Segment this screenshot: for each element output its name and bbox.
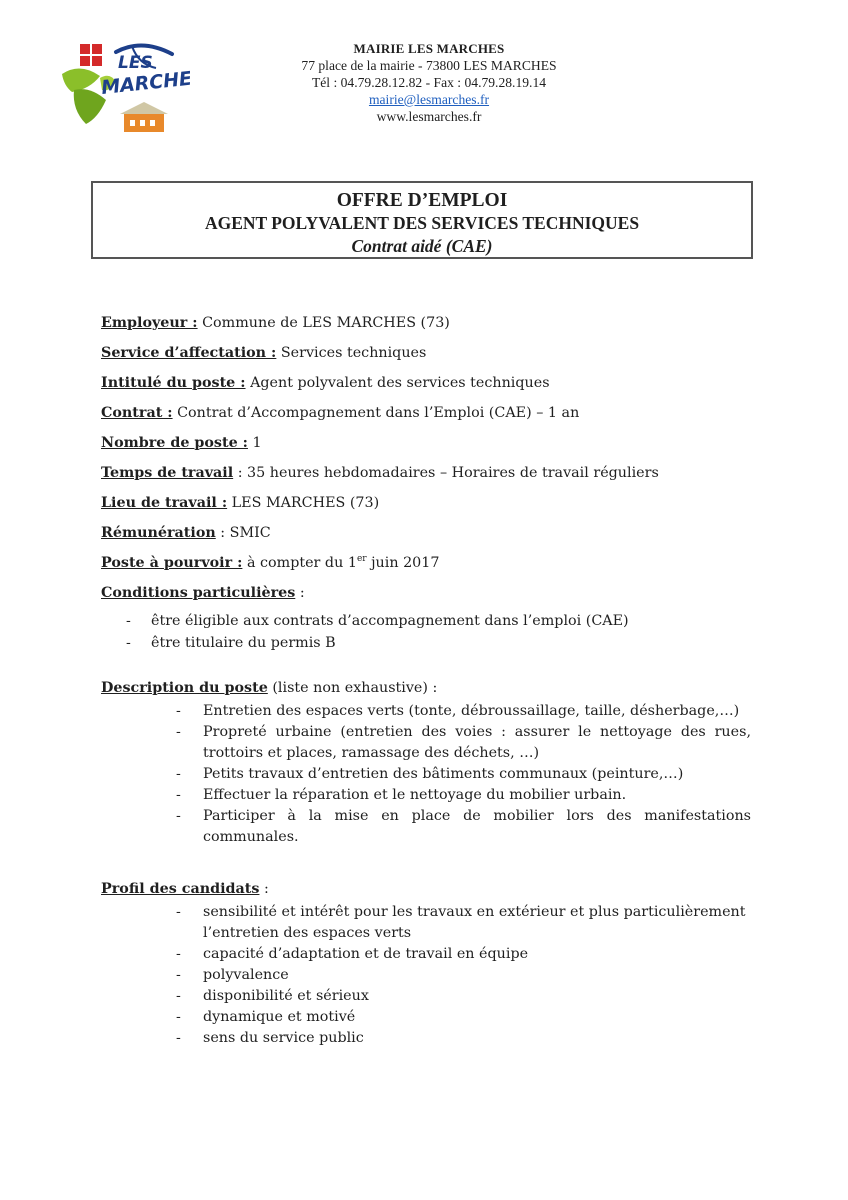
org-email-link[interactable]: mairie@lesmarches.fr	[368, 92, 490, 107]
list-item: - Effectuer la réparation et le nettoyage du mobilier urbain.	[101, 785, 751, 806]
field-value: à compter du 1	[242, 555, 357, 571]
section-label: Description du poste	[101, 680, 268, 696]
list-item: - polyvalence	[101, 965, 751, 986]
description-list	[101, 701, 751, 848]
field-label: Poste à pourvoir :	[101, 555, 243, 571]
field-nombre	[101, 432, 751, 462]
job-details	[101, 312, 751, 1049]
les-marches-logo	[60, 34, 190, 138]
job-title-box	[91, 181, 753, 259]
list-item: - capacité d’adaptation et de travail en équipe	[101, 944, 751, 965]
list-item: - être titulaire du permis B	[101, 632, 751, 654]
logo-text-les: LES	[118, 53, 153, 73]
org-website: www.lesmarches.fr	[376, 109, 482, 124]
field-value-end: juin 2017	[366, 555, 440, 571]
field-label: Employeur :	[101, 315, 198, 331]
field-label: Service d’affectation :	[101, 345, 277, 361]
conditions-list	[101, 610, 751, 654]
field-label: Intitulé du poste :	[101, 375, 246, 391]
list-item: - dynamique et motivé	[101, 1007, 751, 1028]
section-suffix: (liste non exhaustive) :	[267, 680, 438, 696]
section-suffix: :	[295, 585, 305, 601]
conditions-heading	[101, 582, 751, 610]
field-intitule	[101, 372, 751, 402]
list-item: - sensibilité et intérêt pour les travaux en extérieur et plus particulièrement l’entretien des espaces verts	[101, 902, 751, 944]
list-item: - sens du service public	[101, 1028, 751, 1049]
field-service	[101, 342, 751, 372]
field-temps	[101, 462, 751, 492]
list-item: - Participer à la mise en place de mobilier lors des manifestations communales.	[101, 806, 751, 848]
org-address: 77 place de la mairie - 73800 LES MARCHES	[301, 58, 557, 73]
profil-list	[101, 902, 751, 1049]
field-value: Commune de LES MARCHES (73)	[197, 315, 450, 331]
field-label: Temps de travail	[101, 465, 234, 481]
job-title: AGENT POLYVALENT DES SERVICES TECHNIQUES	[204, 213, 640, 233]
field-contrat	[101, 402, 751, 432]
list-item: - Entretien des espaces verts (tonte, débroussaillage, taille, désherbage,…)	[101, 701, 751, 722]
field-remuneration	[101, 522, 751, 552]
section-label: Conditions particulières	[101, 585, 296, 601]
list-item: - Petits travaux d’entretien des bâtiments communaux (peinture,…)	[101, 764, 751, 785]
list-item: - être éligible aux contrats d’accompagnement dans l’emploi (CAE)	[101, 610, 751, 632]
field-value: : 35 heures hebdomadaires – Horaires de travail réguliers	[233, 465, 659, 481]
field-value: Services techniques	[276, 345, 427, 361]
section-label: Profil des candidats	[101, 881, 260, 897]
list-item: - disponibilité et sérieux	[101, 986, 751, 1007]
description-heading	[101, 677, 751, 699]
field-value: Agent polyvalent des services techniques	[245, 375, 550, 391]
field-employeur	[101, 312, 751, 342]
org-name: MAIRIE LES MARCHES	[353, 41, 505, 56]
field-label: Rémunération	[101, 525, 216, 541]
profil-heading	[101, 878, 751, 900]
offer-heading: OFFRE D’EMPLOI	[336, 190, 508, 211]
field-value: 1	[247, 435, 262, 451]
contract-type: Contrat aidé (CAE)	[351, 236, 493, 256]
field-value: Contrat d’Accompagnement dans l’Emploi (CAE) – 1 an	[172, 405, 580, 421]
field-label: Contrat :	[101, 405, 173, 421]
logo-text-marches: MARCHES	[100, 66, 190, 99]
field-value-sup: er	[356, 554, 367, 564]
field-label: Nombre de poste :	[101, 435, 248, 451]
field-poste	[101, 552, 751, 582]
org-phone-fax: Tél : 04.79.28.12.82 - Fax : 04.79.28.19.14	[311, 75, 547, 90]
letterhead-contact	[229, 40, 629, 125]
field-value: LES MARCHES (73)	[227, 495, 380, 511]
section-suffix: :	[259, 881, 269, 897]
field-label: Lieu de travail :	[101, 495, 228, 511]
field-value: : SMIC	[215, 525, 271, 541]
list-item: - Propreté urbaine (entretien des voies : assurer le nettoyage des rues, trottoirs et places, ramassage des déchets, …)	[101, 722, 751, 764]
field-lieu	[101, 492, 751, 522]
